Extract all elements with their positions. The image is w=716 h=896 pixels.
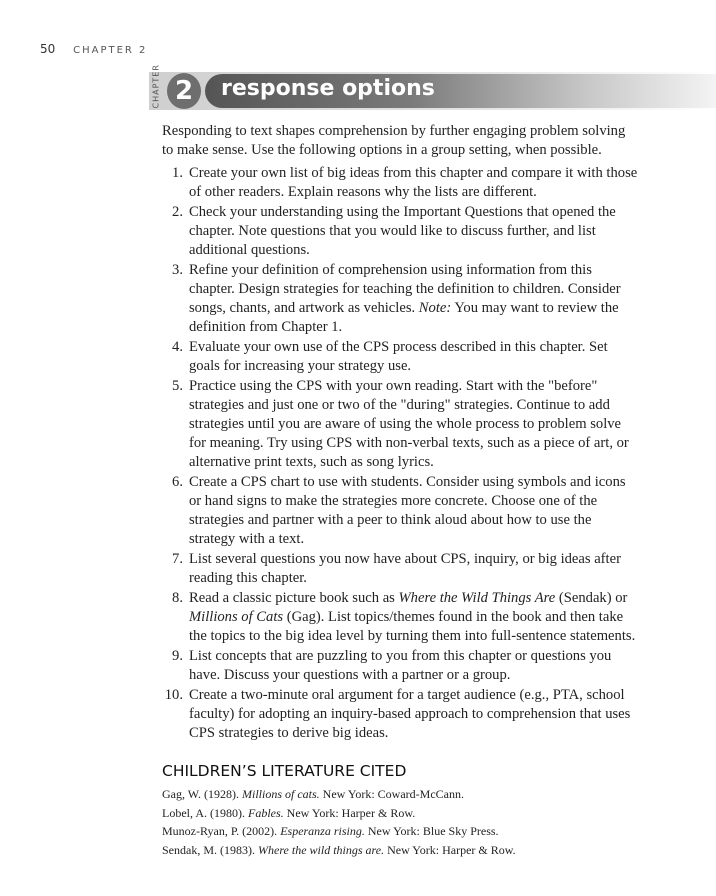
reference-item: Munoz-Ryan, P. (2002). Esperanza rising. New York: Blue Sky Press. xyxy=(162,824,499,839)
chapter-number: 2 xyxy=(167,73,201,109)
list-item: 6. Create a CPS chart to use with students. Consider using symbols and icons or hand signs to make the strategies more concrete. Choose one of the strategies and partner with a peer to think aloud about how to use the strategy with a text. xyxy=(172,474,626,547)
list-item: 8. Read a classic picture book such as Where the Wild Things Are (Sendak) or Millions of Cats (Gag). List topics/themes found in the book and then take the topics to the big idea level by turning them into full-sentence statements. xyxy=(172,590,636,644)
section-banner xyxy=(149,64,716,110)
list-item: 3. Refine your definition of comprehension using information from this chapter. Design strategies for teaching the definition to children. Consider songs, chants, and artwork as vehicles. Note: You may want to review the definition from Chapter 1. xyxy=(172,262,621,335)
main-content xyxy=(162,122,640,859)
list-item: 2. Check your understanding using the Important Questions that opened the chapter. Note questions that you would like to discuss further, and list additional questions. xyxy=(172,204,616,258)
list-item: 10. Create a two-minute oral argument for a target audience (e.g., PTA, school faculty) for adopting an inquiry-based approach to comprehension that uses CPS strategies to derive big ideas. xyxy=(164,687,631,741)
section-title: response options xyxy=(221,76,435,101)
reference-item: Gag, W. (1928). Millions of cats. New York: Coward-McCann. xyxy=(162,787,464,801)
chapter-label: CHAPTER xyxy=(151,64,161,109)
list-item: 7. List several questions you now have about CPS, inquiry, or big ideas after reading this chapter. xyxy=(172,551,621,586)
list-item: 1. Create your own list of big ideas from this chapter and compare it with those of other readers. Explain reasons why the lists are different. xyxy=(172,165,638,200)
list-item: 9. List concepts that are puzzling to you from this chapter or questions you have. Discuss your questions with a partner or a group. xyxy=(172,648,612,683)
running-head: CHAPTER 2 xyxy=(73,45,148,56)
running-header xyxy=(40,42,147,56)
literature-heading: CHILDREN’S LITERATURE CITED xyxy=(162,762,407,780)
list-item: 4. Evaluate your own use of the CPS process described in this chapter. Set goals for increasing your strategy use. xyxy=(172,339,608,374)
list-item: 5. Practice using the CPS with your own reading. Start with the "before" strategies and just one or two of the "during" strategies. Continue to add strategies until you are aware of using the whole process to problem solve for meaning. Try using CPS with non-verbal texts, such as a piece of art, or alternative print texts, such as song lyrics. xyxy=(172,378,629,470)
page-number: 50 xyxy=(40,42,56,56)
intro-paragraph: Responding to text shapes comprehension by further engaging problem solving to make sense. Use the following options in a group setting, when possible. xyxy=(162,123,626,158)
reference-item: Sendak, M. (1983). Where the wild things are. New York: Harper & Row. xyxy=(162,842,516,857)
reference-item: Lobel, A. (1980). Fables. New York: Harper & Row. xyxy=(162,805,416,820)
response-options-list xyxy=(162,164,640,743)
reference-list xyxy=(162,785,640,859)
